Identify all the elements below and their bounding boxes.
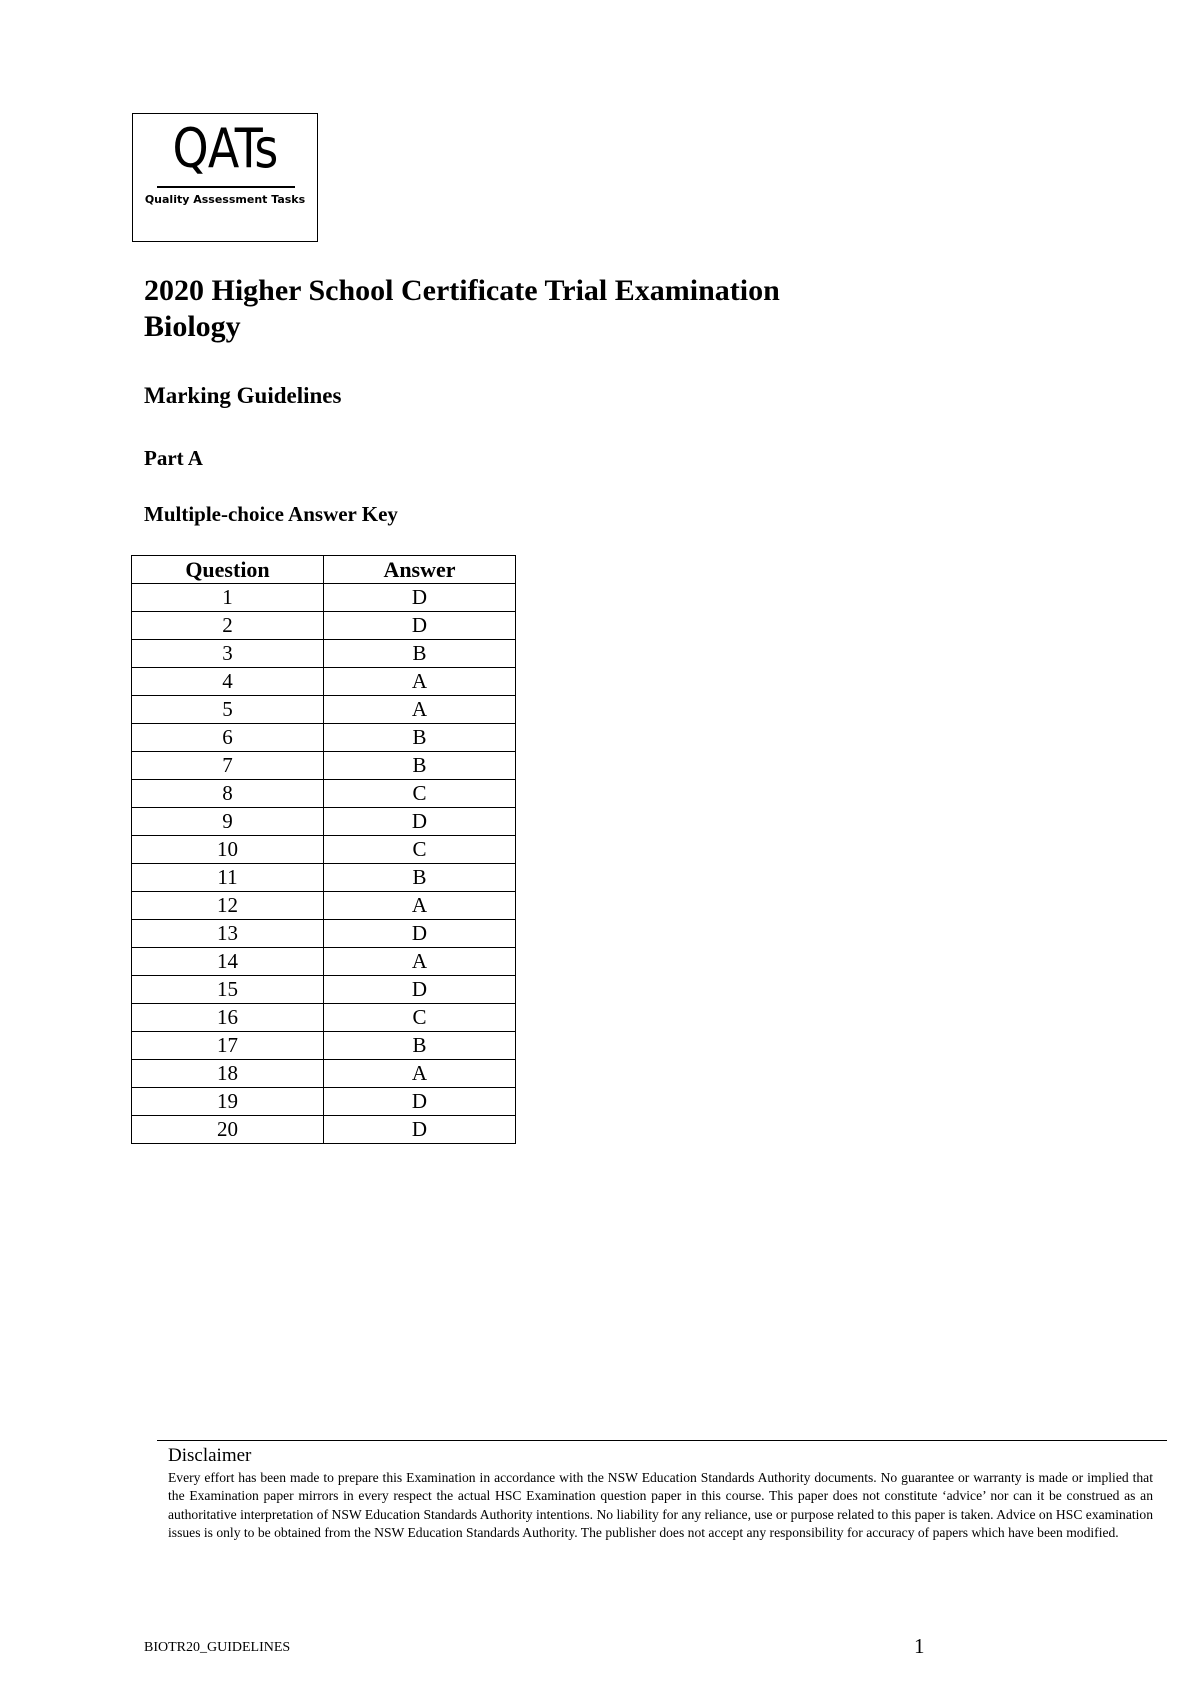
page-title bbox=[144, 273, 780, 345]
logo-subtitle: Quality Assessment Tasks bbox=[144, 193, 306, 206]
table-row bbox=[132, 696, 516, 724]
logo-main-text: QATs bbox=[172, 117, 278, 180]
question-number-cell: 10 bbox=[132, 836, 324, 864]
question-number-cell: 5 bbox=[132, 696, 324, 724]
answer-cell: C bbox=[324, 780, 516, 808]
logo-divider bbox=[157, 186, 295, 188]
question-number-cell: 17 bbox=[132, 1032, 324, 1060]
column-header-answer: Answer bbox=[324, 556, 516, 584]
question-number-cell: 20 bbox=[132, 1116, 324, 1144]
answer-key-table bbox=[131, 555, 516, 1144]
question-number-cell: 12 bbox=[132, 892, 324, 920]
marking-guidelines-heading: Marking Guidelines bbox=[144, 383, 342, 408]
table-row bbox=[132, 724, 516, 752]
answer-cell: D bbox=[324, 612, 516, 640]
question-number-cell: 8 bbox=[132, 780, 324, 808]
question-number-cell: 9 bbox=[132, 808, 324, 836]
disclaimer-text: Every effort has been made to prepare this Examination in accordance with the NSW Education Standards Authority documents. No guarantee or warranty is made or implied that the Examination paper mirrors in every respect the actual HSC Examination question paper in this course. This paper does not constitute ‘advice’ nor can it be construed as an authoritative interpretation of NSW Education Standards Authority intentions. No liability for any reliance, use or purpose related to this paper is taken. Advice on HSC examination issues is only to be obtained from the NSW Education Standards Authority. The publisher does not accept any responsibility for accuracy of papers which have been modified. bbox=[168, 1470, 1153, 1541]
question-number-cell: 1 bbox=[132, 584, 324, 612]
question-number-cell: 19 bbox=[132, 1088, 324, 1116]
answer-cell: D bbox=[324, 584, 516, 612]
question-number-cell: 14 bbox=[132, 948, 324, 976]
table-row bbox=[132, 780, 516, 808]
table-row bbox=[132, 1088, 516, 1116]
table-row bbox=[132, 948, 516, 976]
answer-cell: B bbox=[324, 752, 516, 780]
answer-cell: D bbox=[324, 808, 516, 836]
table-row bbox=[132, 1032, 516, 1060]
answer-cell: A bbox=[324, 696, 516, 724]
part-heading: Part A bbox=[144, 446, 203, 470]
table-row bbox=[132, 864, 516, 892]
answer-cell: C bbox=[324, 836, 516, 864]
table-row bbox=[132, 612, 516, 640]
table-row bbox=[132, 892, 516, 920]
table-row bbox=[132, 668, 516, 696]
table-row bbox=[132, 808, 516, 836]
footer-document-code: BIOTR20_GUIDELINES bbox=[144, 1640, 291, 1655]
disclaimer-divider bbox=[157, 1440, 1167, 1441]
question-number-cell: 4 bbox=[132, 668, 324, 696]
question-number-cell: 13 bbox=[132, 920, 324, 948]
table-row bbox=[132, 1116, 516, 1144]
answer-cell: D bbox=[324, 1088, 516, 1116]
question-number-cell: 7 bbox=[132, 752, 324, 780]
table-row bbox=[132, 1060, 516, 1088]
title-line-1: 2020 Higher School Certificate Trial Examination bbox=[144, 274, 780, 307]
column-header-question: Question bbox=[132, 556, 324, 584]
answer-cell: C bbox=[324, 1004, 516, 1032]
question-number-cell: 3 bbox=[132, 640, 324, 668]
answer-cell: D bbox=[324, 1116, 516, 1144]
answer-cell: D bbox=[324, 920, 516, 948]
answer-cell: A bbox=[324, 948, 516, 976]
disclaimer-title: Disclaimer bbox=[168, 1445, 252, 1466]
answer-cell: A bbox=[324, 1060, 516, 1088]
table-row bbox=[132, 836, 516, 864]
table-header-row bbox=[132, 556, 516, 584]
answer-cell: A bbox=[324, 892, 516, 920]
answer-cell: B bbox=[324, 640, 516, 668]
answer-cell: B bbox=[324, 864, 516, 892]
answer-key-body bbox=[132, 584, 516, 1144]
question-number-cell: 2 bbox=[132, 612, 324, 640]
answer-cell: B bbox=[324, 1032, 516, 1060]
table-row bbox=[132, 640, 516, 668]
table-row bbox=[132, 584, 516, 612]
answer-cell: A bbox=[324, 668, 516, 696]
table-row bbox=[132, 1004, 516, 1032]
question-number-cell: 6 bbox=[132, 724, 324, 752]
answer-cell: D bbox=[324, 976, 516, 1004]
question-number-cell: 16 bbox=[132, 1004, 324, 1032]
answer-key-heading: Multiple-choice Answer Key bbox=[144, 502, 398, 526]
table-row bbox=[132, 752, 516, 780]
question-number-cell: 11 bbox=[132, 864, 324, 892]
footer-page-number: 1 bbox=[914, 1634, 925, 1658]
title-line-2: Biology bbox=[144, 310, 241, 343]
question-number-cell: 15 bbox=[132, 976, 324, 1004]
table-row bbox=[132, 976, 516, 1004]
qats-logo bbox=[132, 113, 318, 242]
answer-cell: B bbox=[324, 724, 516, 752]
question-number-cell: 18 bbox=[132, 1060, 324, 1088]
table-row bbox=[132, 920, 516, 948]
